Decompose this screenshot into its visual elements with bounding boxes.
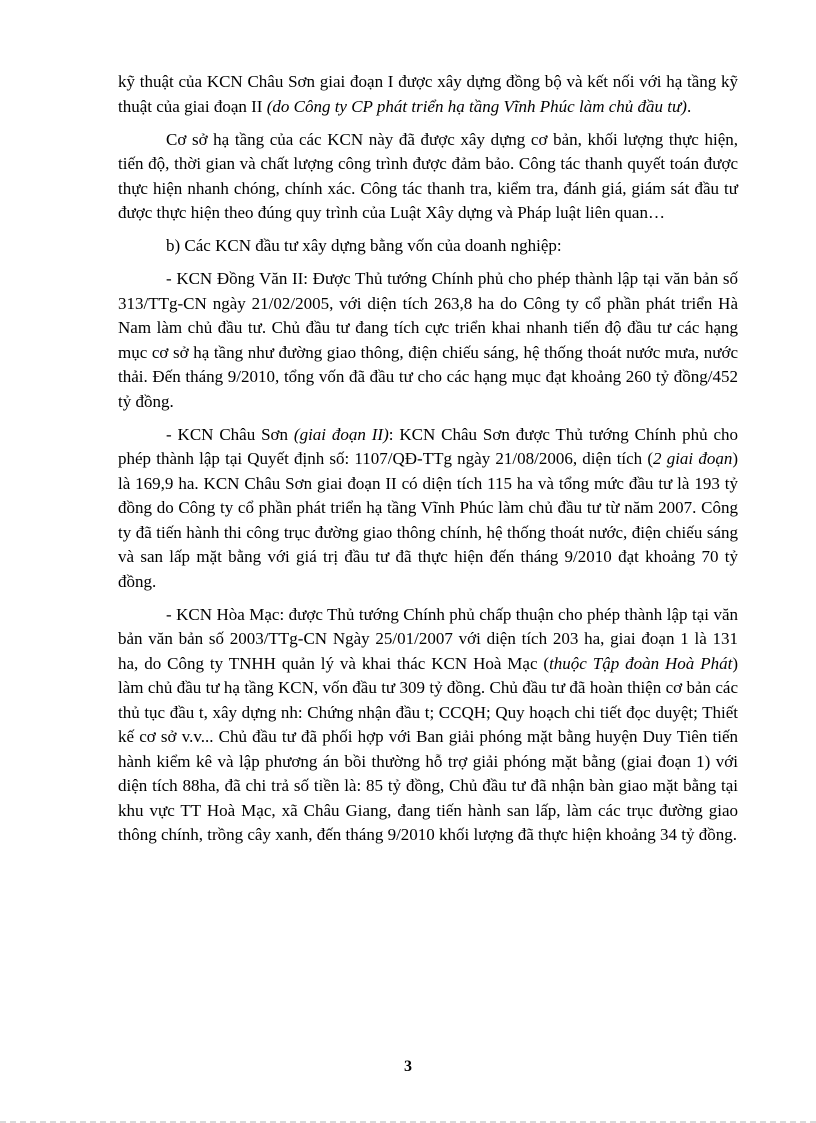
section-heading-b: b) Các KCN đầu tư xây dựng bằng vốn của doanh nghiệp:	[166, 236, 562, 255]
paragraph-dong-van-ii: - KCN Đồng Văn II: Được Thủ tướng Chính phủ cho phép thành lập tại văn bản số 313/TTg-CN ngày 21/02/2005, với diện tích 263,8 ha do Công ty cổ phần phát triển Hà Nam làm chủ đầu tư. Chủ đầu tư đang tích cực triển khai nhanh tiến độ đầu tư các hạng mục cơ sở hạ tầng như đường giao thông, điện chiếu sáng, hệ thống thoát nước mưa, nước thải. Đến tháng 9/2010, tổng vốn đã đầu tư cho các hạng mục đạt khoảng 260 tỷ đồng/452 tỷ đồng.	[118, 269, 738, 411]
page-number: 3	[404, 1058, 412, 1075]
paragraph-2: Cơ sở hạ tầng của các KCN này đã được xây dựng cơ bản, khối lượng thực hiện, tiến độ, thời gian và chất lượng công trình được đảm bảo. Công tác thanh quyết toán được thực hiện nhanh chóng, chính xác. Công tác thanh tra, kiểm tra, đánh giá, giám sát đầu tư được thực hiện theo đúng quy trình của Luật Xây dựng và Pháp luật liên quan…	[118, 129, 738, 222]
paragraph-chau-son: - KCN Châu Sơn (giai đoạn II): KCN Châu Sơn được Thủ tướng Chính phủ cho phép thành lập tại Quyết định số: 1107/QĐ-TTg ngày 21/08/2006, diện tích (2 giai đoạn) là 169,9 ha. KCN Châu Sơn giai đoạn II có diện tích 115 ha và tổng mức đầu tư là 193 tỷ đồng do Công ty cổ phần phát triển hạ tầng Vĩnh Phúc làm chủ đầu tư từ năm 2007. Công ty đã tiến hành thi công trục đường giao thông chính, hệ thống thoát nước, điện chiếu sáng và san lấp mặt bằng với giá trị đầu tư đã thực hiện đến tháng 9/2010 đạt khoảng 70 tỷ đồng.	[118, 424, 738, 591]
paragraph-1: kỹ thuật của KCN Châu Sơn giai đoạn I được xây dựng đồng bộ và kết nối với hạ tầng kỹ thuật của giai đoạn II (do Công ty CP phát triển hạ tầng Vĩnh Phúc làm chủ đầu tư).	[118, 72, 738, 116]
body-text	[118, 70, 738, 848]
paragraph-hoa-mac: - KCN Hòa Mạc: được Thủ tướng Chính phủ chấp thuận cho phép thành lập tại văn bản văn bản số 2003/TTg-CN Ngày 25/01/2007 với diện tích 203 ha, giai đoạn 1 là 131 ha, do Công ty TNHH quản lý và khai thác KCN Hoà Mạc (thuộc Tập đoàn Hoà Phát) làm chủ đầu tư hạ tầng KCN, vốn đầu tư 309 tỷ đồng. Chủ đầu tư đã hoàn thiện cơ bản các thủ tục đầu t, xây dựng nh: Chứng nhận đầu t; CCQH; Quy hoạch chi tiết đọc duyệt; Thiết kế cơ sở v.v... Chủ đầu tư đã phối hợp với Ban giải phóng mặt bằng huyện Duy Tiên tiến hành kiểm kê và lập phương án bồi thường hỗ trợ giải phóng mặt bằng (giai đoạn 1) với diện tích 88ha, đã chi trả số tiền là: 85 tỷ đồng, Chủ đầu tư đã nhận bàn giao mặt bằng tại khu vực TT Hoà Mạc, xã Châu Giang, đang tiến hành san lấp, làm các trục đường giao thông chính, trồng cây xanh, đến tháng 9/2010 khối lượng đã thực hiện khoảng 34 tỷ đồng.	[118, 604, 738, 844]
italic-note: (do Công ty CP phát triển hạ tầng Vĩnh Phúc làm chủ đầu tư)	[266, 96, 687, 116]
